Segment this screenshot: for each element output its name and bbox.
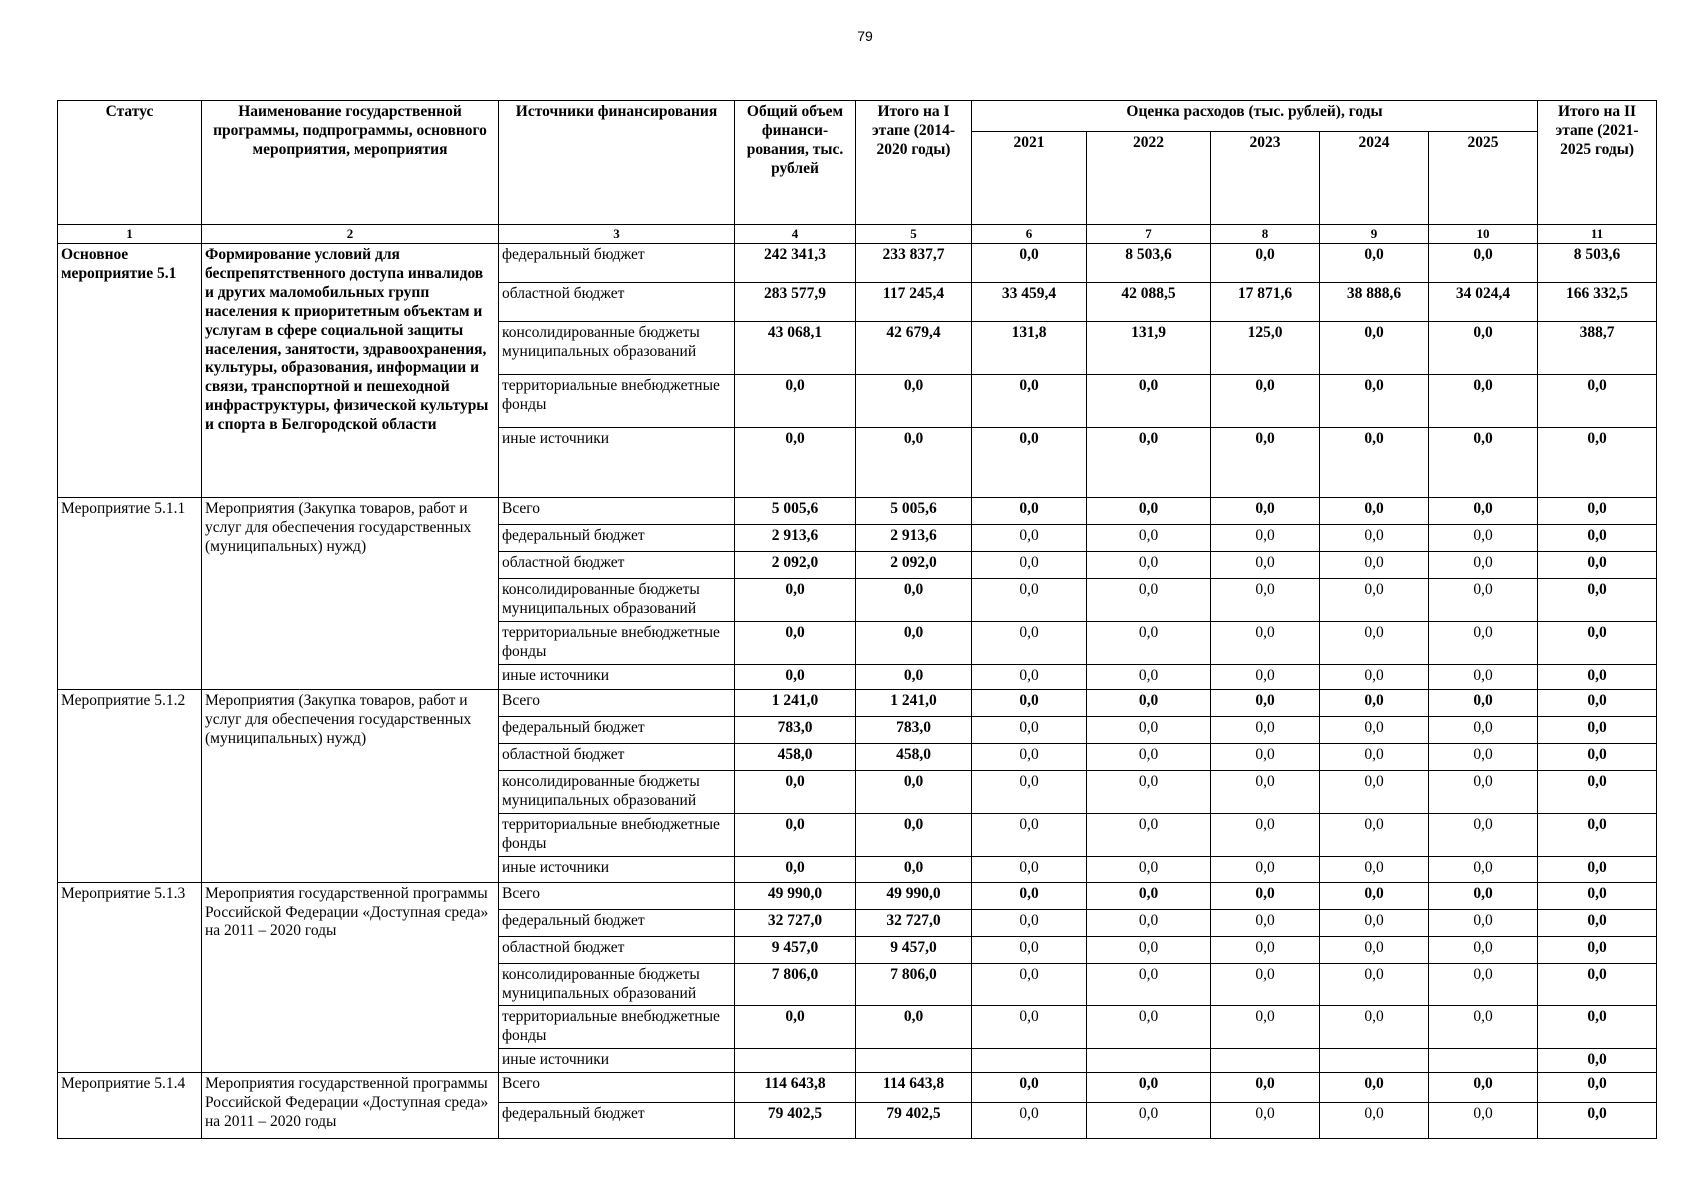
value-cell: 0,0 [1211,882,1320,909]
value-cell: 0,0 [1087,665,1211,690]
value-cell: 0,0 [1538,428,1657,498]
value-cell: 33 459,4 [972,283,1087,322]
value-cell: 114 643,8 [735,1073,856,1103]
value-cell: 2 092,0 [735,552,856,579]
table-row [58,498,1657,525]
value-cell: 0,0 [1320,717,1429,744]
value-cell: 0,0 [1211,771,1320,814]
value-cell: 0,0 [1429,936,1538,963]
value-cell: 0,0 [1538,813,1657,856]
value-cell: 0,0 [1087,882,1211,909]
value-cell: 0,0 [1211,744,1320,771]
value-cell: 17 871,6 [1211,283,1320,322]
header-total: Общий объем финанси-рования, тыс. рублей [735,101,856,225]
value-cell: 0,0 [972,882,1087,909]
value-cell: 0,0 [1087,375,1211,428]
value-cell: 0,0 [1320,375,1429,428]
value-cell [735,1049,856,1073]
value-cell: 32 727,0 [856,909,972,936]
value-cell: 49 990,0 [735,882,856,909]
value-cell: 0,0 [1538,665,1657,690]
table-row [58,882,1657,909]
value-cell: 0,0 [1429,717,1538,744]
value-cell: 0,0 [972,525,1087,552]
value-cell: 0,0 [972,963,1087,1006]
value-cell: 0,0 [972,813,1087,856]
value-cell: 0,0 [972,1103,1087,1139]
program-name-cell: Формирование условий для беспрепятственного доступа инвалидов и других маломобильных групп населения к приоритетным объектам и услугам в сфере социальной защиты населения, занятости, здравоохранения, культуры, образования, информации и связи, транспортной и пешеходной инфраструктуры, физической культуры и спорта в Белгородской области [202,244,499,498]
value-cell: 233 837,7 [856,244,972,283]
value-cell: 0,0 [1320,936,1429,963]
funding-source-cell: областной бюджет [499,552,735,579]
value-cell: 0,0 [1429,525,1538,552]
status-cell: Основное мероприятие 5.1 [58,244,202,498]
value-cell: 0,0 [1211,813,1320,856]
column-number: 5 [856,225,972,244]
header-status: Статус [58,101,202,225]
value-cell: 0,0 [856,856,972,882]
value-cell: 0,0 [1538,1103,1657,1139]
value-cell: 0,0 [1538,936,1657,963]
value-cell: 0,0 [972,1006,1087,1049]
value-cell: 0,0 [1429,1103,1538,1139]
program-name-cell: Мероприятия государственной программы Российской Федерации «Доступная среда» на 2011 – 2020 годы [202,882,499,1073]
value-cell: 0,0 [1429,882,1538,909]
value-cell: 0,0 [1320,1103,1429,1139]
value-cell: 0,0 [1320,856,1429,882]
value-cell: 0,0 [1087,856,1211,882]
column-number: 8 [1211,225,1320,244]
value-cell: 0,0 [1538,375,1657,428]
value-cell: 0,0 [972,498,1087,525]
funding-source-cell: территориальные внебюджетные фонды [499,813,735,856]
value-cell: 0,0 [972,771,1087,814]
value-cell: 0,0 [1211,1073,1320,1103]
value-cell: 0,0 [856,771,972,814]
table-row [58,1073,1657,1103]
funding-source-cell: территориальные внебюджетные фонды [499,622,735,665]
funding-source-cell: иные источники [499,428,735,498]
value-cell: 0,0 [1429,552,1538,579]
value-cell: 0,0 [1087,498,1211,525]
value-cell: 0,0 [972,856,1087,882]
value-cell: 0,0 [1087,1103,1211,1139]
funding-source-cell: Всего [499,1073,735,1103]
column-number: 6 [972,225,1087,244]
value-cell [1320,1049,1429,1073]
value-cell: 0,0 [735,771,856,814]
column-number: 4 [735,225,856,244]
value-cell: 0,0 [735,375,856,428]
value-cell: 0,0 [856,375,972,428]
column-number: 3 [499,225,735,244]
funding-source-cell: Всего [499,498,735,525]
value-cell: 0,0 [1087,428,1211,498]
value-cell: 0,0 [1087,909,1211,936]
value-cell: 0,0 [1087,771,1211,814]
value-cell: 0,0 [1211,579,1320,622]
value-cell: 0,0 [1538,909,1657,936]
funding-source-cell: консолидированные бюджеты муниципальных образований [499,322,735,375]
value-cell: 0,0 [1211,552,1320,579]
value-cell [972,1049,1087,1073]
value-cell: 0,0 [1211,856,1320,882]
value-cell: 0,0 [972,665,1087,690]
value-cell: 0,0 [1087,622,1211,665]
column-number: 2 [202,225,499,244]
value-cell: 0,0 [735,1006,856,1049]
value-cell: 0,0 [856,1006,972,1049]
column-number: 10 [1429,225,1538,244]
table-row [58,690,1657,717]
program-name-cell: Мероприятия государственной программы Российской Федерации «Доступная среда» на 2011 – 2020 годы [202,1073,499,1139]
value-cell: 783,0 [735,717,856,744]
funding-source-cell: иные источники [499,856,735,882]
value-cell: 0,0 [1538,717,1657,744]
value-cell: 0,0 [1320,690,1429,717]
value-cell: 42 088,5 [1087,283,1211,322]
value-cell: 131,9 [1087,322,1211,375]
value-cell: 0,0 [856,665,972,690]
program-name-cell: Мероприятия (Закупка товаров, работ и услуг для обеспечения государственных (муниципальных) нужд) [202,690,499,883]
value-cell: 0,0 [1320,1006,1429,1049]
value-cell: 0,0 [1087,813,1211,856]
value-cell: 0,0 [1429,375,1538,428]
value-cell: 0,0 [972,690,1087,717]
value-cell: 9 457,0 [735,936,856,963]
value-cell: 0,0 [1087,717,1211,744]
value-cell: 0,0 [1211,936,1320,963]
table-row [58,244,1657,283]
value-cell: 0,0 [1087,1073,1211,1103]
value-cell: 0,0 [735,665,856,690]
funding-source-cell: областной бюджет [499,283,735,322]
value-cell: 125,0 [1211,322,1320,375]
value-cell: 0,0 [972,936,1087,963]
funding-source-cell: иные источники [499,1049,735,1073]
value-cell: 38 888,6 [1320,283,1429,322]
value-cell [1429,1049,1538,1073]
value-cell: 0,0 [972,622,1087,665]
value-cell: 0,0 [1211,665,1320,690]
funding-source-cell: областной бюджет [499,936,735,963]
value-cell: 0,0 [735,813,856,856]
program-name-cell: Мероприятия (Закупка товаров, работ и услуг для обеспечения государственных (муниципальных) нужд) [202,498,499,690]
value-cell: 7 806,0 [735,963,856,1006]
value-cell: 0,0 [1320,579,1429,622]
status-cell: Мероприятие 5.1.1 [58,498,202,690]
status-cell: Мероприятие 5.1.4 [58,1073,202,1139]
header-stage1: Итого на I этапе (2014-2020 годы) [856,101,972,225]
value-cell: 0,0 [1538,525,1657,552]
value-cell: 79 402,5 [735,1103,856,1139]
funding-source-cell: консолидированные бюджеты муниципальных образований [499,963,735,1006]
value-cell: 283 577,9 [735,283,856,322]
funding-source-cell: консолидированные бюджеты муниципальных образований [499,771,735,814]
value-cell: 0,0 [735,622,856,665]
value-cell: 0,0 [1211,525,1320,552]
value-cell: 0,0 [1429,813,1538,856]
value-cell: 0,0 [972,579,1087,622]
value-cell: 79 402,5 [856,1103,972,1139]
value-cell: 0,0 [1211,909,1320,936]
value-cell: 0,0 [1211,428,1320,498]
value-cell: 117 245,4 [856,283,972,322]
funding-source-cell: территориальные внебюджетные фонды [499,1006,735,1049]
value-cell: 0,0 [972,717,1087,744]
value-cell: 0,0 [1320,963,1429,1006]
page-number: 79 [857,28,873,44]
value-cell: 0,0 [1320,771,1429,814]
value-cell: 0,0 [1211,1006,1320,1049]
header-year: 2025 [1429,132,1538,225]
funding-source-cell: Всего [499,690,735,717]
value-cell: 0,0 [1087,525,1211,552]
value-cell: 1 241,0 [856,690,972,717]
value-cell: 0,0 [1538,1006,1657,1049]
value-cell: 0,0 [972,552,1087,579]
value-cell: 0,0 [1429,909,1538,936]
value-cell: 0,0 [1211,690,1320,717]
value-cell: 8 503,6 [1538,244,1657,283]
value-cell: 0,0 [1429,856,1538,882]
funding-source-cell: иные источники [499,665,735,690]
value-cell: 0,0 [1538,744,1657,771]
value-cell: 0,0 [1211,1103,1320,1139]
value-cell: 0,0 [1320,322,1429,375]
value-cell: 8 503,6 [1087,244,1211,283]
value-cell: 0,0 [1320,244,1429,283]
header-year: 2021 [972,132,1087,225]
budget-table [57,100,1657,1139]
value-cell: 2 913,6 [856,525,972,552]
header-sources: Источники финансирования [499,101,735,225]
value-cell: 0,0 [1429,690,1538,717]
value-cell: 0,0 [1320,525,1429,552]
value-cell: 0,0 [1429,1073,1538,1103]
header-year: 2024 [1320,132,1429,225]
value-cell: 0,0 [1087,1006,1211,1049]
header-year: 2023 [1211,132,1320,225]
funding-source-cell: федеральный бюджет [499,244,735,283]
column-number: 1 [58,225,202,244]
funding-source-cell: консолидированные бюджеты муниципальных образований [499,579,735,622]
value-cell: 0,0 [972,909,1087,936]
value-cell: 0,0 [1211,498,1320,525]
value-cell: 0,0 [1087,690,1211,717]
value-cell: 0,0 [1320,428,1429,498]
value-cell: 458,0 [735,744,856,771]
value-cell: 0,0 [1429,428,1538,498]
value-cell: 242 341,3 [735,244,856,283]
value-cell: 0,0 [1538,622,1657,665]
value-cell: 388,7 [1538,322,1657,375]
column-number: 11 [1538,225,1657,244]
value-cell: 0,0 [1320,665,1429,690]
value-cell: 0,0 [1429,622,1538,665]
value-cell: 0,0 [972,744,1087,771]
value-cell: 0,0 [1538,963,1657,1006]
value-cell: 34 024,4 [1429,283,1538,322]
funding-source-cell: федеральный бюджет [499,525,735,552]
value-cell: 0,0 [1538,1049,1657,1073]
value-cell: 0,0 [1320,552,1429,579]
column-number: 7 [1087,225,1211,244]
value-cell: 0,0 [1087,579,1211,622]
value-cell: 0,0 [735,428,856,498]
value-cell: 0,0 [1429,322,1538,375]
value-cell: 0,0 [1087,936,1211,963]
value-cell: 0,0 [735,579,856,622]
value-cell: 7 806,0 [856,963,972,1006]
value-cell: 0,0 [856,579,972,622]
value-cell: 114 643,8 [856,1073,972,1103]
value-cell: 0,0 [1538,1073,1657,1103]
value-cell: 49 990,0 [856,882,972,909]
value-cell: 0,0 [1320,622,1429,665]
header-name: Наименование государственной программы, подпрограммы, основного мероприятия, мероприятия [202,101,499,225]
value-cell: 9 457,0 [856,936,972,963]
value-cell: 131,8 [972,322,1087,375]
value-cell: 783,0 [856,717,972,744]
value-cell: 0,0 [1211,963,1320,1006]
value-cell: 458,0 [856,744,972,771]
funding-source-cell: федеральный бюджет [499,717,735,744]
value-cell: 0,0 [1087,744,1211,771]
funding-source-cell: федеральный бюджет [499,1103,735,1139]
value-cell: 0,0 [1320,813,1429,856]
value-cell: 0,0 [1211,622,1320,665]
header-stage2: Итого на II этапе (2021-2025 годы) [1538,101,1657,225]
value-cell: 0,0 [1429,665,1538,690]
value-cell [856,1049,972,1073]
funding-source-cell: территориальные внебюджетные фонды [499,375,735,428]
column-number-row [58,225,1657,244]
value-cell: 0,0 [1211,244,1320,283]
value-cell: 1 241,0 [735,690,856,717]
column-number: 9 [1320,225,1429,244]
value-cell: 0,0 [856,428,972,498]
funding-source-cell: областной бюджет [499,744,735,771]
value-cell: 0,0 [1320,1073,1429,1103]
value-cell: 0,0 [1538,579,1657,622]
value-cell: 0,0 [1538,882,1657,909]
funding-source-cell: федеральный бюджет [499,909,735,936]
value-cell: 0,0 [1429,963,1538,1006]
value-cell: 0,0 [1320,498,1429,525]
value-cell: 0,0 [972,1073,1087,1103]
value-cell: 42 679,4 [856,322,972,375]
value-cell: 0,0 [735,856,856,882]
value-cell: 0,0 [1538,856,1657,882]
value-cell: 0,0 [856,813,972,856]
value-cell: 0,0 [1429,579,1538,622]
status-cell: Мероприятие 5.1.3 [58,882,202,1073]
value-cell: 0,0 [1320,909,1429,936]
value-cell: 0,0 [1087,963,1211,1006]
value-cell: 0,0 [1429,1006,1538,1049]
value-cell: 0,0 [972,244,1087,283]
value-cell: 0,0 [1429,244,1538,283]
table-body [58,244,1657,1139]
value-cell: 0,0 [972,375,1087,428]
value-cell: 0,0 [1538,771,1657,814]
value-cell: 0,0 [1538,552,1657,579]
value-cell: 0,0 [1538,690,1657,717]
value-cell: 0,0 [1211,717,1320,744]
value-cell: 5 005,6 [735,498,856,525]
value-cell: 0,0 [1429,498,1538,525]
value-cell: 0,0 [856,622,972,665]
value-cell: 0,0 [1429,744,1538,771]
value-cell: 5 005,6 [856,498,972,525]
header-year: 2022 [1087,132,1211,225]
header-estimate: Оценка расходов (тыс. рублей), годы [972,101,1538,132]
value-cell: 0,0 [1538,498,1657,525]
value-cell: 0,0 [1429,771,1538,814]
value-cell: 166 332,5 [1538,283,1657,322]
funding-source-cell: Всего [499,882,735,909]
value-cell: 0,0 [1320,744,1429,771]
value-cell: 43 068,1 [735,322,856,375]
value-cell [1211,1049,1320,1073]
value-cell: 0,0 [1320,882,1429,909]
value-cell: 0,0 [972,428,1087,498]
value-cell: 0,0 [1211,375,1320,428]
value-cell: 0,0 [1087,552,1211,579]
value-cell: 32 727,0 [735,909,856,936]
value-cell: 2 913,6 [735,525,856,552]
value-cell: 2 092,0 [856,552,972,579]
value-cell [1087,1049,1211,1073]
status-cell: Мероприятие 5.1.2 [58,690,202,883]
